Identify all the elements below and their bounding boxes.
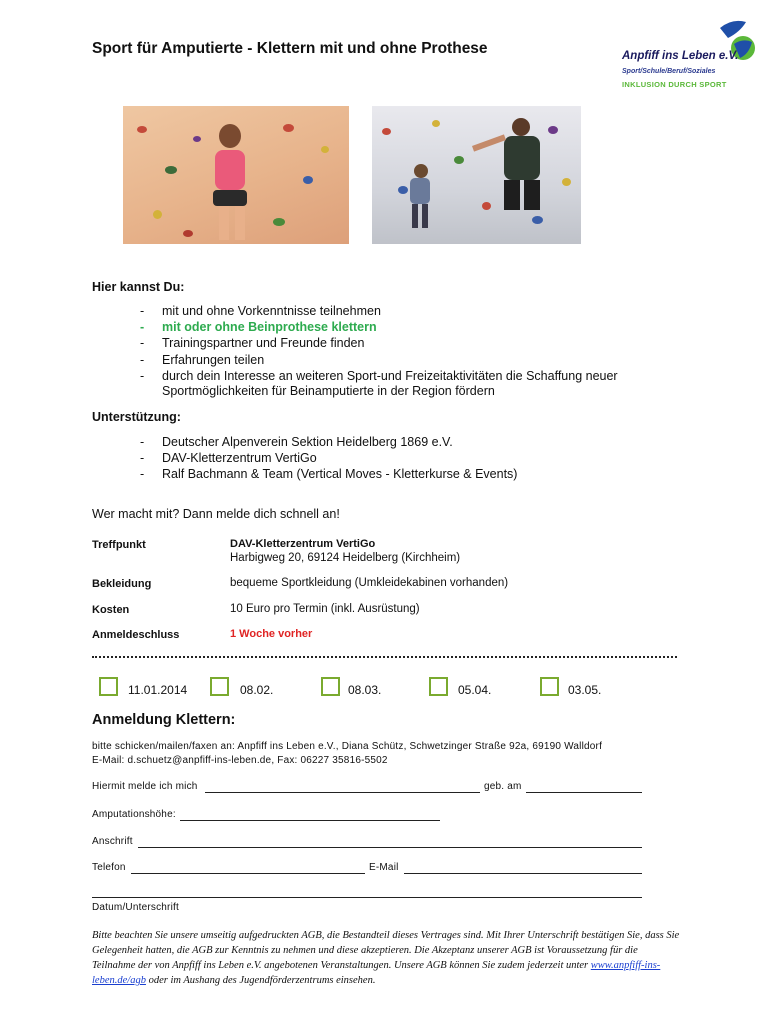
clothing-label: Bekleidung bbox=[92, 578, 152, 590]
deadline-value: 1 Woche vorher bbox=[230, 628, 313, 640]
date-label-3: 08.03. bbox=[348, 683, 382, 697]
logo-name: Anpfiff ins Leben e.V. bbox=[622, 50, 739, 62]
support-heading: Unterstützung: bbox=[92, 410, 181, 424]
address-field-label: Anschrift bbox=[92, 836, 133, 847]
list-item-continuation: Sportmöglichkeiten für Beinamputierte in der Region fördern bbox=[162, 384, 495, 398]
signature-field-label: Datum/Unterschrift bbox=[92, 902, 179, 913]
amputation-field-line[interactable] bbox=[180, 820, 440, 821]
deadline-label: Anmeldeschluss bbox=[92, 629, 180, 641]
registration-send-line: bitte schicken/mailen/faxen an: Anpfiff ins Leben e.V., Diana Schütz, Schwetzinger Straße 92a, 69190 Walldorf bbox=[92, 741, 603, 752]
date-label-1: 11.01.2014 bbox=[128, 683, 188, 697]
registration-heading: Anmeldung Klettern: bbox=[92, 712, 236, 728]
cost-label: Kosten bbox=[92, 604, 130, 616]
list-item: - DAV-Kletterzentrum VertiGo bbox=[140, 450, 517, 466]
date-checkbox-4[interactable] bbox=[429, 677, 448, 696]
date-checkbox-5[interactable] bbox=[540, 677, 559, 696]
cost-value: 10 Euro pro Termin (inkl. Ausrüstung) bbox=[230, 603, 420, 615]
date-checkbox-3[interactable] bbox=[321, 677, 340, 696]
date-label-5: 03.05. bbox=[568, 683, 602, 697]
date-label-4: 05.04. bbox=[458, 683, 492, 697]
clothing-value: bequeme Sportkleidung (Umkleidekabinen vorhanden) bbox=[230, 577, 509, 589]
list-item-highlight: - mit oder ohne Beinprothese klettern bbox=[140, 319, 618, 335]
terms-notice bbox=[92, 928, 682, 988]
phone-field-label: Telefon bbox=[92, 862, 126, 873]
terms-tail: oder im Aushang des Jugendförderzentrums einsehen. bbox=[148, 975, 376, 986]
logo bbox=[620, 18, 760, 98]
call-to-action: Wer macht mit? Dann melde dich schnell an! bbox=[92, 507, 340, 521]
amputation-field-label: Amputationshöhe: bbox=[92, 809, 176, 820]
logo-inclusion: INKLUSION DURCH SPORT bbox=[622, 80, 727, 89]
birth-field-label: geb. am bbox=[484, 781, 522, 792]
registration-email-line: E-Mail: d.schuetz@anpfiff-ins-leben.de, Fax: 06227 35816-5502 bbox=[92, 755, 388, 766]
date-checkbox-1[interactable] bbox=[99, 677, 118, 696]
page-title: Sport für Amputierte - Klettern mit und ohne Prothese bbox=[92, 40, 488, 57]
terms-link[interactable]: www.anpfiff-ins-leben.de/agb bbox=[92, 960, 661, 986]
list-item: - Ralf Bachmann & Team (Vertical Moves - Kletterkurse & Events) bbox=[140, 466, 517, 482]
list-item: - Trainingspartner und Freunde finden bbox=[140, 335, 618, 351]
support-list bbox=[140, 434, 517, 483]
list-item: - Deutscher Alpenverein Sektion Heidelberg 1869 e.V. bbox=[140, 434, 517, 450]
signature-field-line[interactable] bbox=[92, 897, 642, 898]
meeting-address: Harbigweg 20, 69124 Heidelberg (Kirchheim) bbox=[230, 552, 461, 564]
intro-list bbox=[140, 303, 618, 384]
phone-field-line[interactable] bbox=[131, 873, 365, 874]
meeting-label: Treffpunkt bbox=[92, 539, 146, 551]
terms-text: Bitte beachten Sie unsere umseitig aufgedruckten AGB, die Bestandteil dieses Vertrages sind. Mit Ihrer Unterschrift bestätigen Sie, dass Sie Gelegenheit hatten, die AGB zur Kenntnis zu nehmen und diese akzeptieren. Die Akzeptanz unserer AGB ist Voraussetzung für die Teilnahme der von Anpfiff ins Leben e.V. angebotenen Veranstaltungen. Unsere AGB können Sie zudem jederzeit unter bbox=[92, 930, 680, 971]
date-label-2: 08.02. bbox=[240, 683, 274, 697]
climbing-photo-boys bbox=[372, 106, 581, 244]
intro-heading: Hier kannst Du: bbox=[92, 280, 185, 294]
meeting-name: DAV-Kletterzentrum VertiGo bbox=[230, 538, 376, 550]
climbing-photo-girl bbox=[123, 106, 349, 244]
list-item: - durch dein Interesse an weiteren Sport-und Freizeitaktivitäten die Schaffung neuer bbox=[140, 368, 618, 384]
name-field-label: Hiermit melde ich mich bbox=[92, 781, 198, 792]
divider-dotted bbox=[92, 656, 677, 658]
birth-field-line[interactable] bbox=[526, 792, 642, 793]
list-item: - mit und ohne Vorkenntnisse teilnehmen bbox=[140, 303, 618, 319]
email-field-line[interactable] bbox=[404, 873, 642, 874]
address-field-line[interactable] bbox=[138, 847, 642, 848]
list-item: - Erfahrungen teilen bbox=[140, 352, 618, 368]
logo-tagline: Sport/Schule/Beruf/Soziales bbox=[622, 68, 716, 75]
email-field-label: E-Mail bbox=[369, 862, 399, 873]
date-checkbox-2[interactable] bbox=[210, 677, 229, 696]
logo-blue-shape bbox=[720, 21, 746, 38]
name-field-line[interactable] bbox=[205, 792, 480, 793]
